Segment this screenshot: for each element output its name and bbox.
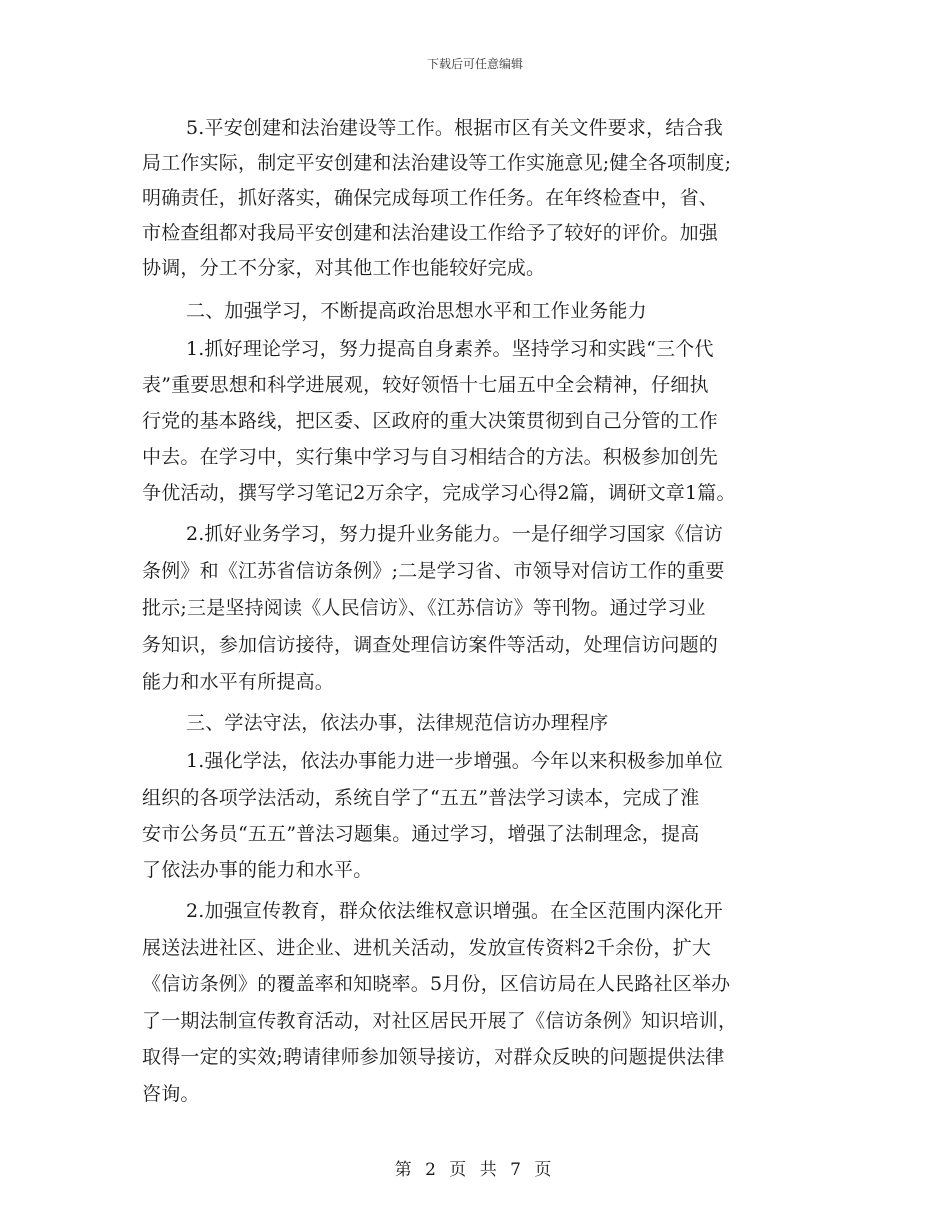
body-line: 中去。在学习中，实行集中学习与自习相结合的方法。积极参加创先	[142, 446, 719, 468]
body-line: 协调，分工不分家，对其他工作也能较好完成。	[142, 257, 546, 279]
body-line: 了依法办事的能力和水平。	[142, 859, 373, 881]
body-line: 1.抓好理论学习，努力提高自身素养。坚持学习和实践“三个代	[186, 338, 714, 360]
body-line: 2.加强宣传教育，群众依法维权意识增强。在全区范围内深化开	[186, 900, 723, 922]
body-line: 展送法进社区、进企业、进机关活动，发放宣传资料2千余份，扩大	[142, 937, 712, 959]
body-line: 安市公务员“五五”普法习题集。通过学习，增强了法制理念，提高	[142, 823, 700, 845]
page-number-footer: 第 2 页 共 7 页	[394, 1160, 556, 1180]
body-line: 咨询。	[142, 1083, 200, 1105]
body-line: 市检查组都对我局平安创建和法治建设工作给予了较好的评价。加强	[142, 222, 719, 244]
body-line: 批示;三是坚持阅读《人民信访》、《江苏信访》等刊物。通过学习业	[142, 597, 706, 619]
body-line: 争优活动，撰写学习笔记2万余字，完成学习心得2篇，调研文章1篇。	[142, 482, 736, 504]
body-line: 表”重要思想和科学进展观，较好领悟十七届五中全会精神，仔细执	[142, 374, 709, 396]
body-line: 5.平安创建和法治建设等工作。根据市区有关文件要求，结合我	[186, 117, 723, 139]
body-line: 局工作实际，制定平安创建和法治建设等工作实施意见;健全各项制度;	[142, 152, 732, 174]
section-heading: 三、学法守法，依法办事，法律规范信访办理程序	[186, 712, 609, 734]
section-heading: 二、加强学习，不断提高政治思想水平和工作业务能力	[186, 300, 647, 322]
body-line: 明确责任，抓好落实，确保完成每项工作任务。在年终检查中，省、	[142, 187, 719, 209]
body-line: 行党的基本路线，把区委、区政府的重大决策贯彻到自己分管的工作	[142, 410, 719, 432]
page-header-note: 下载后可任意编辑	[426, 57, 523, 71]
body-line: 了一期法制宣传教育活动，对社区居民开展了《信访条例》知识培训，	[142, 1010, 738, 1032]
body-line: 《信访条例》的覆盖率和知晓率。5月份，区信访局在人民路社区举办	[142, 973, 731, 995]
body-line: 取得一定的实效;聘请律师参加领导接访，对群众反映的问题提供法律	[142, 1046, 725, 1068]
body-line: 能力和水平有所提高。	[142, 671, 335, 693]
body-line: 组织的各项学法活动，系统自学了“五五”普法学习读本，完成了淮	[142, 787, 700, 809]
body-line: 条例》和《江苏省信访条例》;二是学习省、市领导对信访工作的重要	[142, 560, 725, 582]
body-line: 1.强化学法，依法办事能力进一步增强。今年以来积极参加单位	[186, 750, 723, 772]
body-line: 2.抓好业务学习，努力提升业务能力。一是仔细学习国家《信访	[186, 523, 723, 545]
body-line: 务知识，参加信访接待，调查处理信访案件等活动，处理信访问题的	[142, 634, 719, 656]
